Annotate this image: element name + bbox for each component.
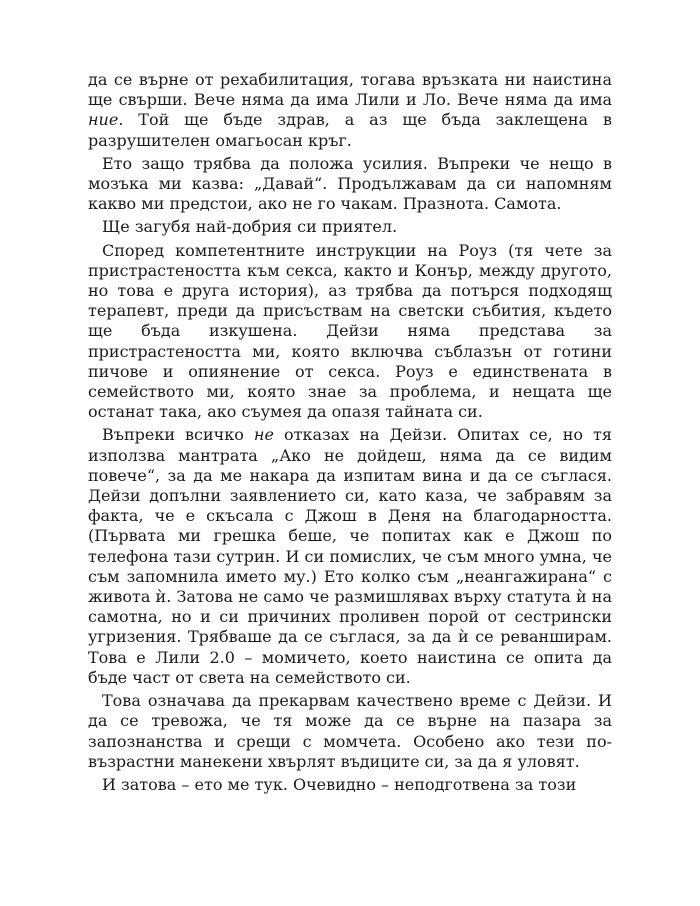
paragraph-5-italic-word: не — [253, 425, 274, 445]
paragraph-1 — [88, 70, 612, 151]
paragraph-5-text-b: отказах на Дейзи. Опитах се, но тя използва мантрата „Ако не дойдеш, няма да се видим повече“, за да ме накара да изпитам вина и да се съглася. Дейзи допълни заявлението си, като каза, че забравям за факта, че е скъсала с Джош в Деня на благодарността. (Първата ми грешка беше, че попитах как е Джош по телефона тази сутрин. И си помислих, че съм много умна, че съм запомнила името му.) Ето колко съм „неангажирана“ с живота ѝ. Затова не само че размишлявах върху статута ѝ на самотна, но и си причиних проливен порой от сестрински угризения. Трябваше да се съглася, за да ѝ се реванширам. Това е Лили 2.0 – момичето, което наистина се опита да бъде част от света на семейството си. — [88, 425, 612, 687]
paragraph-6 — [88, 691, 612, 772]
paragraph-6-text: Това означава да прекарвам качествено време с Дейзи. И да се тревожа, че тя може да се върне на пазара за запознанства и срещи с момчета. Особено ако тези по-възрастни манекени хвърлят въдиците си, за да я уловят. — [88, 691, 612, 771]
paragraph-1-text-b: . Той ще бъде здрав, а аз ще бъда заклещена в разрушителен омагьосан кръг. — [88, 110, 612, 150]
paragraph-1-text-a: да се върне от рехабилитация, тогава връзката ни наистина ще свърши. Вече няма да има Лили и Ло. Вече няма да има — [88, 70, 612, 110]
paragraph-2-text: Ето защо трябва да положа усилия. Въпреки че нещо в мозъка ми казва: „Давай“. Продължавам да си напомням какво ми предстои, ако не го чакам. Празнота. Самота. — [88, 153, 612, 214]
paragraph-3 — [88, 217, 612, 237]
paragraph-1-italic-word: ние — [88, 110, 119, 130]
paragraph-5-text-a: Въпреки всичко — [102, 425, 254, 445]
paragraph-4 — [88, 241, 612, 423]
paragraph-4-text: Според компетентните инструкции на Роуз (тя чете за пристрастеността към секса, както и Конър, между другото, но това е друга история), аз трябва да потърся подходящ терапевт, преди да присъствам на светски събития, където ще бъда изкушена. Дейзи няма представа за пристрастеността ми, която включва съблазън от готини пичове и опиянение от секса. Роуз е единствената в семейството ми, която знае за проблема, и нещата ще останат така, ако съумея да опазя тайната си. — [88, 240, 612, 422]
paragraph-7 — [88, 775, 612, 795]
paragraph-3-text: Ще загубя най-добрия си приятел. — [102, 217, 398, 237]
paragraph-2 — [88, 154, 612, 215]
paragraph-5 — [88, 425, 612, 688]
page-text — [88, 70, 612, 795]
paragraph-7-text: И затова – ето ме тук. Очевидно – неподготвена за този — [102, 774, 577, 794]
